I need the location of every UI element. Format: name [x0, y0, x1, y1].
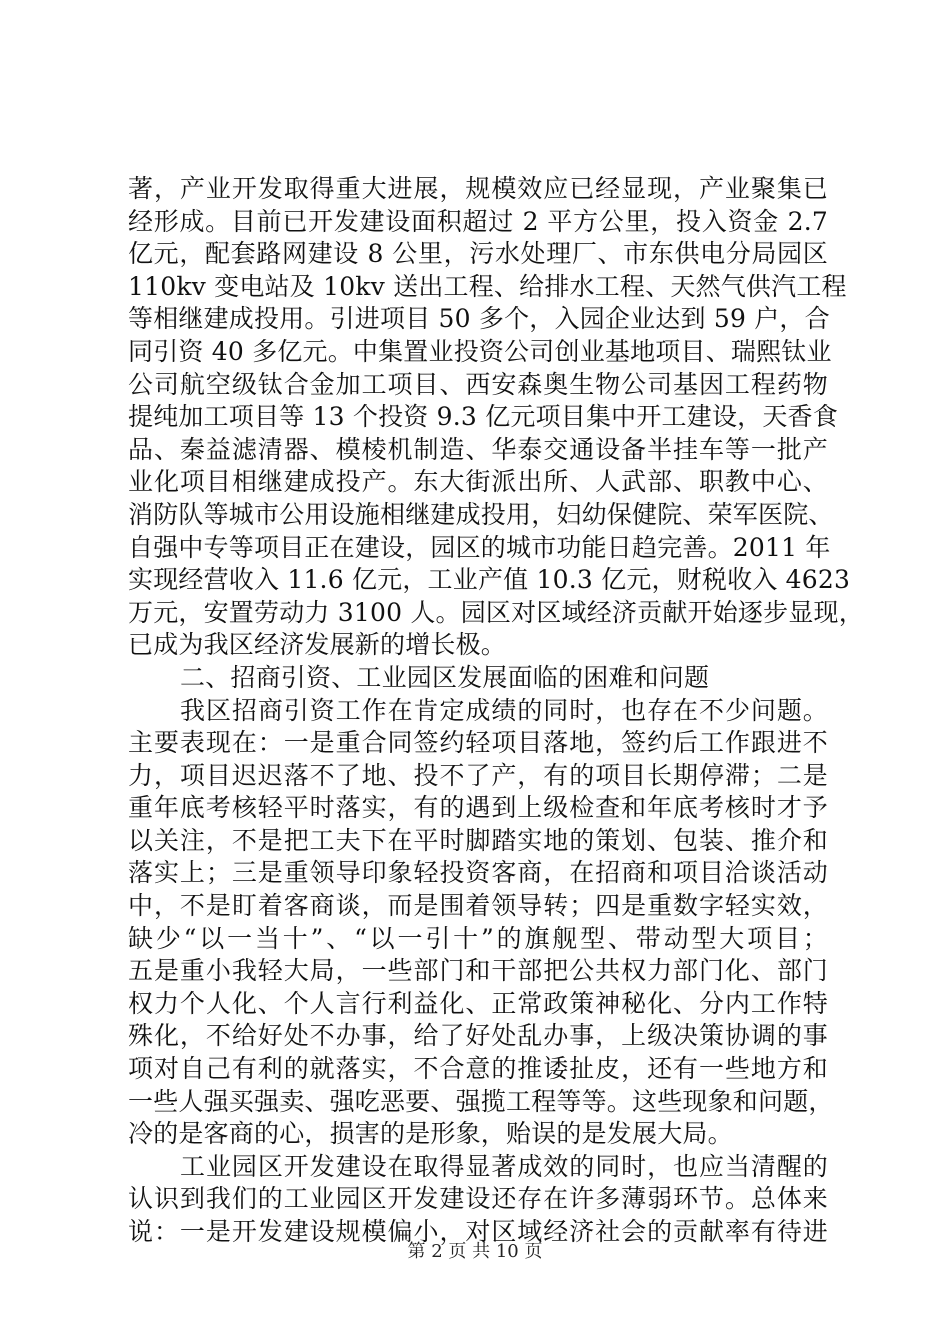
text-line: 项对自己有利的就落实，不合意的推诿扯皮，还有一些地方和 — [128, 1054, 828, 1084]
text-line: 自强中专等项目正在建设，园区的城市功能日趋完善。2011 年 — [128, 532, 831, 562]
text-line: 万元，安置劳动力 3100 人。园区对区域经济贡献开始逐步显现， — [128, 597, 864, 627]
text-line: 殊化，不给好处不办事，给了好处乱办事，上级决策协调的事 — [128, 1021, 828, 1051]
text-line: 以关注，不是把工夫下在平时脚踏实地的策划、包装、推介和 — [128, 825, 828, 855]
text-line: 实现经营收入 11.6 亿元，工业产值 10.3 亿元，财税收入 4623 — [128, 565, 851, 595]
text-line: 认识到我们的工业园区开发建设还存在许多薄弱环节。总体来 — [128, 1184, 828, 1214]
text-line: 五是重小我轻大局，一些部门和干部把公共权力部门化、部门 — [128, 956, 828, 986]
text-line: 落实上；三是重领导印象轻投资客商，在招商和项目洽谈活动 — [128, 858, 828, 888]
text-line: 已成为我区经济发展新的增长极。 — [128, 630, 507, 660]
text-line: 一些人强买强卖、强吃恶要、强揽工程等等。这些现象和问题， — [128, 1086, 834, 1116]
text-line: 重年底考核轻平时落实，有的遇到上级检查和年底考核时才予 — [128, 793, 828, 823]
text-line: 业化项目相继建成投产。东大街派出所、人武部、职教中心、 — [128, 467, 828, 497]
text-line: 著，产业开发取得重大进展，规模效应已经显现，产业聚集已 — [128, 174, 828, 203]
document-body — [128, 173, 864, 1249]
text-line: 力，项目迟迟落不了地、投不了产，有的项目长期停滞；二是 — [128, 760, 828, 790]
text-line: 主要表现在：一是重合同签约轻项目落地，签约后工作跟进不 — [128, 728, 828, 758]
text-line: 权力个人化、个人言行利益化、正常政策神秘化、分内工作特 — [128, 988, 828, 1018]
text-line: 冷的是客商的心，损害的是形象，贻误的是发展大局。 — [128, 1119, 733, 1149]
text-line: 工业园区开发建设在取得显著成效的同时，也应当清醒的 — [180, 1151, 828, 1181]
text-line: 公司航空级钛合金加工项目、西安森奥生物公司基因工程药物 — [128, 369, 828, 399]
text-line: 亿元，配套路网建设 8 公里，污水处理厂、市东供电分局园区 — [128, 239, 828, 269]
text-line: 我区招商引资工作在肯定成绩的同时，也存在不少问题。 — [180, 695, 828, 725]
text-line: 等相继建成投用。引进项目 50 多个，入园企业达到 59 户，合 — [128, 304, 830, 334]
text-line: 经形成。目前已开发建设面积超过 2 平方公里，投入资金 2.7 — [128, 206, 828, 236]
text-line: 同引资 40 多亿元。中集置业投资公司创业基地项目、瑞熙钛业 — [128, 336, 832, 366]
text-line: 110kv 变电站及 10kv 送出工程、给排水工程、天然气供汽工程 — [128, 271, 847, 301]
text-line: 二、招商引资、工业园区发展面临的困难和问题 — [180, 662, 710, 692]
text-line: 中，不是盯着客商谈，而是围着领导转；四是重数字轻实效， — [128, 891, 828, 921]
page-footer: 第 2 页 共 10 页 — [407, 1241, 543, 1262]
text-line: 说：一是开发建设规模偏小，对区域经济社会的贡献率有待进 — [128, 1217, 828, 1246]
text-line: 品、秦益滤清器、模棱机制造、华泰交通设备半挂车等一批产 — [128, 434, 828, 464]
text-line: 提纯加工项目等 13 个投资 9.3 亿元项目集中开工建设，天香食 — [128, 402, 838, 432]
text-line: 缺少“以一当十”、“以一引十”的旗舰型、带动型大项目； — [128, 923, 828, 953]
text-line: 消防队等城市公用设施相继建成投用，妇幼保健院、荣军医院、 — [128, 499, 834, 529]
